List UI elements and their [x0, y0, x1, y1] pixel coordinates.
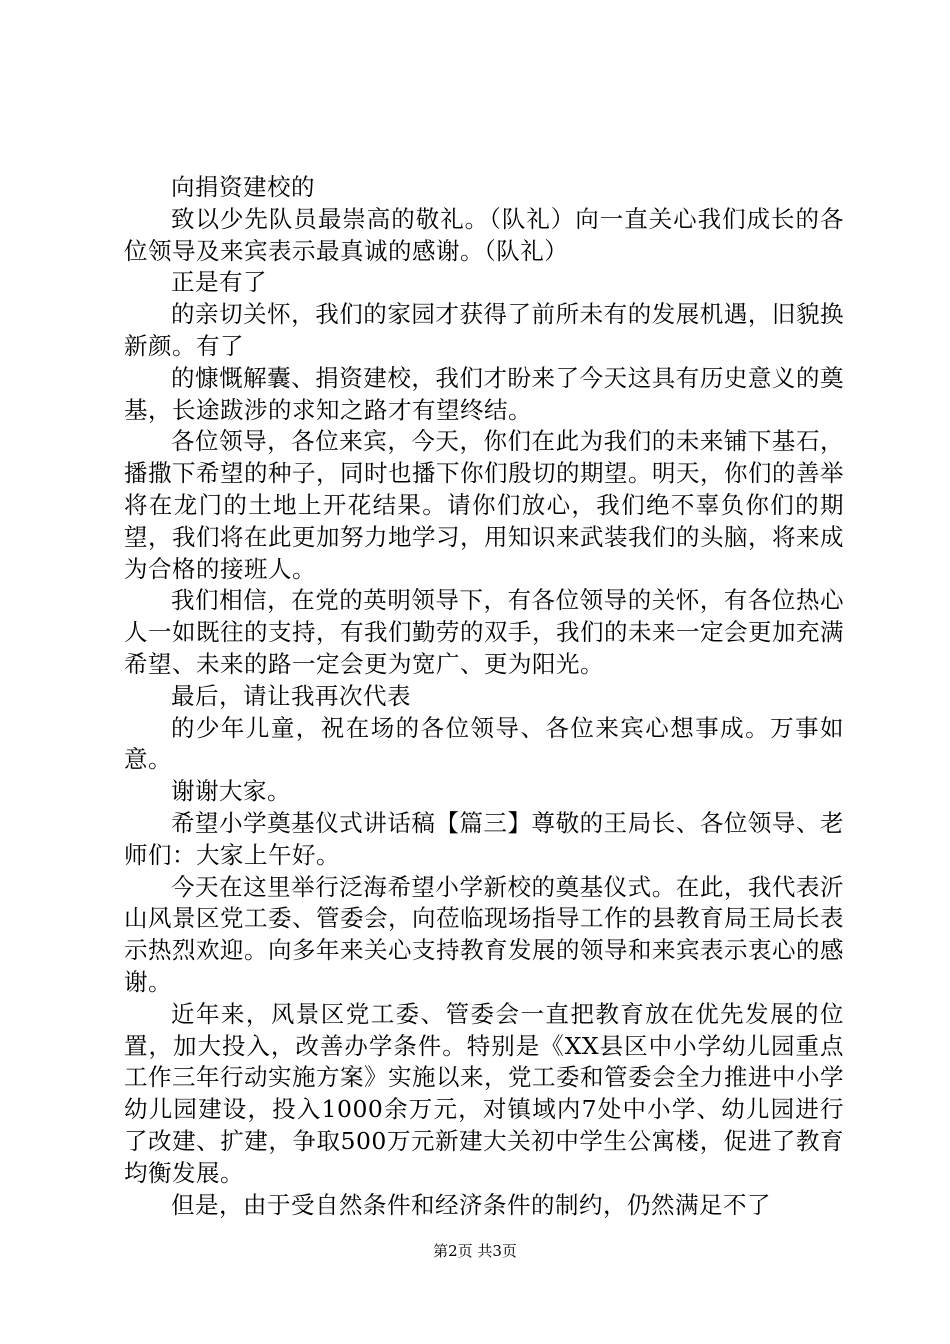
paragraph: 希望小学奠基仪式讲话稿【篇三】尊敬的王局长、各位领导、老师们：大家上午好。: [124, 808, 844, 869]
document-body: [124, 172, 844, 1221]
paragraph: 今天在这里举行泛海希望小学新校的奠基仪式。在此，我代表沂山风景区党工委、管委会，向莅临现场指导工作的县教育局王局长表示热烈欢迎。向多年来关心支持教育发展的领导和来宾表示衷心的感谢。: [124, 872, 844, 996]
paragraph: 的慷慨解囊、捐资建校，我们才盼来了今天这具有历史意义的奠基，长途跋涉的求知之路才有望终结。: [124, 363, 844, 424]
paragraph: 谢谢大家。: [171, 777, 291, 806]
paragraph: 的少年儿童，祝在场的各位领导、各位来宾心想事成。万事如意。: [124, 713, 844, 774]
page-number: 第2页 共3页: [433, 1242, 517, 1260]
paragraph: 各位领导，各位来宾，今天，你们在此为我们的未来铺下基石，播撒下希望的种子，同时也播下你们殷切的期望。明天，你们的善举将在龙门的土地上开花结果。请你们放心，我们绝不辜负你们的期望，我们将在此更加努力地学习，用知识来武装我们的头脑，将来成为合格的接班人。: [124, 427, 844, 583]
paragraph: 向捐资建校的: [171, 173, 315, 201]
paragraph: 的亲切关怀，我们的家园才获得了前所未有的发展机遇，旧貌换新颜。有了: [124, 300, 844, 360]
paragraph: 近年来，风景区党工委、管委会一直把教育放在优先发展的位置，加大投入，改善办学条件。特别是《XX县区中小学幼儿园重点工作三年行动实施方案》实施以来，党工委和管委会全力推进中小学幼儿园建设，投入1000余万元，对镇域内7处中小学、幼儿园进行了改建、扩建，争取500万元新建大关初中学生公寓楼，促进了教育均衡发展。: [124, 999, 844, 1187]
paragraph: 致以少先队员最崇高的敬礼。（队礼）向一直关心我们成长的各位领导及来宾表示最真诚的感谢。（队礼）: [124, 204, 844, 265]
paragraph: 正是有了: [171, 268, 267, 297]
page-footer: [0, 1241, 950, 1261]
paragraph: 但是，由于受自然条件和经济条件的制约，仍然满足不了: [171, 1190, 771, 1219]
paragraph: 我们相信，在党的英明领导下，有各位领导的关怀，有各位热心人一如既往的支持，有我们勤劳的双手，我们的未来一定会更加充满希望、未来的路一定会更为宽广、更为阳光。: [124, 586, 844, 678]
paragraph: 最后，请让我再次代表: [171, 681, 411, 710]
